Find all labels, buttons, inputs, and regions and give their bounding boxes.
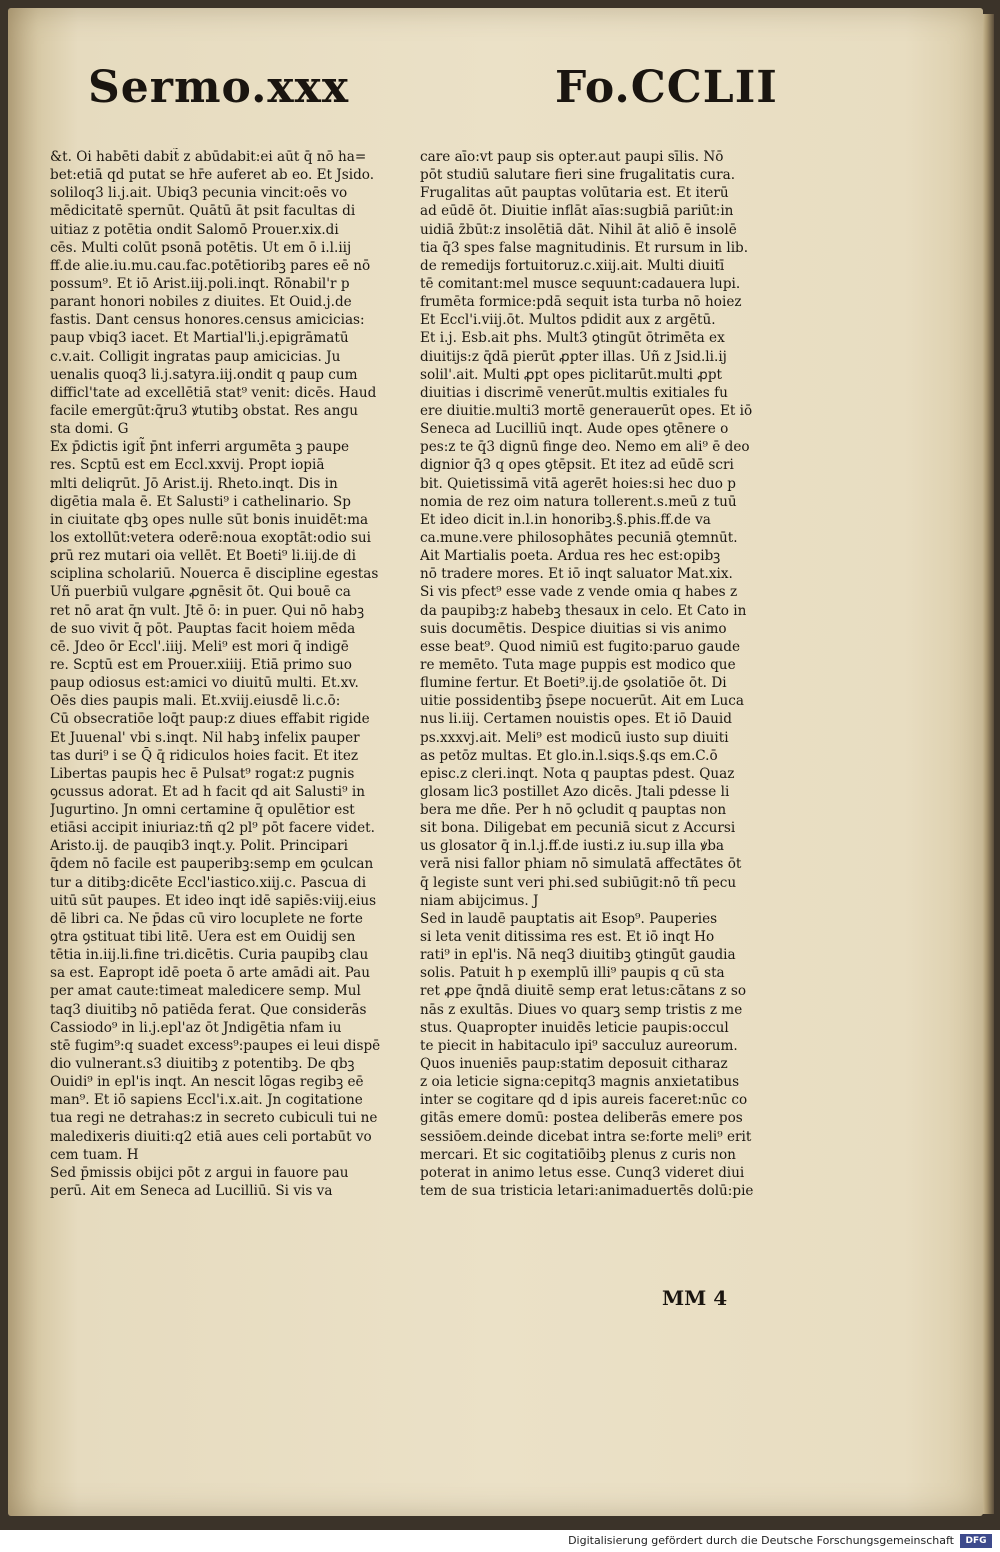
text-line: parant honori nobiles z diuites. Et Ouid.j.de bbox=[50, 294, 352, 311]
signature-mark: MM 4 bbox=[662, 1286, 728, 1310]
text-line: tua regi ne detrahas:z in secreto cubiculi tui ne bbox=[50, 1110, 378, 1127]
text-line: Et Eccl'i.viij.ōt. Multos pdidit aux z argētū. bbox=[420, 312, 716, 329]
text-line: Cū obsecratiōe loq̄t paup:z diues effabit rigide bbox=[50, 711, 370, 728]
text-line: Sed in laudē pauptatis ait Esop⁹. Pauperies bbox=[420, 910, 718, 927]
text-line: nus li.iij. Certamen nouistis opes. Et iō Dauid bbox=[420, 711, 732, 728]
text-line: uenalis quoq3 li.j.satyra.iij.ondit q paup cum bbox=[50, 366, 358, 383]
text-line: tē comitant:mel musce sequunt:cadauera lupi. bbox=[420, 275, 741, 292]
text-line: uitū sūt paupes. Et ideo inqt idē sapiēs:viij.eius bbox=[50, 892, 377, 909]
text-line: c.v.ait. Colligit ingratas paup amicicias. Ju bbox=[50, 348, 341, 365]
text-line: sessiōem.deinde dicebat intra se:forte meli⁹ erit bbox=[420, 1128, 752, 1145]
text-line: tem de sua tristicia letari:animaduertēs dolū:pie bbox=[420, 1183, 754, 1200]
text-column-left bbox=[50, 148, 412, 1200]
text-line: per amat caute:timeat maledicere semp. Mul bbox=[50, 983, 361, 1000]
text-line: mlti deliqrūt. Jō Arist.ij. Rheto.inqt. Dis in bbox=[50, 475, 338, 492]
text-line: res. Scptū est em Eccl.xxvij. Propt iopiā bbox=[50, 457, 325, 474]
running-head-right: Fo.CCLII bbox=[555, 62, 778, 113]
text-line: Et ideo dicit in.l.in honoribꝫ.§.phis.ff.de va bbox=[420, 511, 711, 528]
text-line: perū. Ait em Seneca ad Lucilliū. Si vis va bbox=[50, 1183, 333, 1200]
text-line: Frugalitas aūt pauptas volūtaria est. Et iterū bbox=[420, 185, 729, 202]
text-line: maledixeris diuiti:q2 etiā aues celi portabūt vo bbox=[50, 1128, 372, 1145]
text-line: dio vulnerant.s3 diuitibꝫ z potentibꝫ. De qbꝫ bbox=[50, 1056, 355, 1073]
text-line: ret ꝓpe q̄ndā diuitē semp erat letus:cātans z so bbox=[420, 983, 746, 1000]
text-line: Si vis pfect⁹ esse vade z vende omia q habes z bbox=[420, 584, 738, 601]
text-line: bit. Quietissimā vitā agerēt hoies:si hec duo p bbox=[420, 475, 736, 492]
text-line: nās z exultās. Diues vo quarꝫ semp tristis z me bbox=[420, 1001, 743, 1018]
text-line: digētia mala ē. Et Salusti⁹ i cathelinario. Sp bbox=[50, 493, 351, 510]
text-line: etiāsi accipit iniuriaz:tñ q2 pl⁹ pōt facere videt. bbox=[50, 820, 375, 837]
text-line: dē libri ca. Ne p̄das cū viro locuplete ne forte bbox=[50, 910, 363, 927]
text-line: suis documētis. Despice diuitias si vis animo bbox=[420, 620, 727, 637]
text-line: cē. Jdeo ōr Eccl'.iiij. Meli⁹ est mori q̄ indigē bbox=[50, 638, 349, 655]
text-line: re. Scptū est em Prouer.xiiij. Etiā primo suo bbox=[50, 656, 352, 673]
text-line: nō tradere mores. Et iō inqt saluator Mat.xix. bbox=[420, 566, 733, 583]
text-line: ff.de alie.iu.mu.cau.fac.potētioribꝫ pares eē nō bbox=[50, 257, 371, 274]
text-line: tur a ditibꝫ:dicēte Eccl'iastico.xiij.c. Pascua di bbox=[50, 874, 367, 891]
text-line: diuitijs:z q̄dā pierūt ꝓpter illas. Uñ z Jsid.li.ij bbox=[420, 348, 727, 365]
text-line: ret nō arat q̄n vult. Jtē ō: in puer. Qui nō habꝫ bbox=[50, 602, 365, 619]
text-line: possum⁹. Et iō Arist.iij.poli.inqt. Rōnabil'r p bbox=[50, 275, 350, 292]
text-line: ca.mune.vere philosophātes pecuniā ꝯtemnūt. bbox=[420, 529, 738, 546]
text-line: uidiā z̄būt:z insolētiā dāt. Nihil āt aliō ē insolē bbox=[420, 221, 737, 238]
text-line: de suo vivit q̄ pōt. Pauptas facit hoiem mēda bbox=[50, 620, 356, 637]
text-line: si leta venit ditissima res est. Et iō inqt Ho bbox=[420, 929, 715, 946]
text-line: Quos inueniēs paup:statim deposuit citharaz bbox=[420, 1056, 728, 1073]
text-line: Jugurtino. Jn omni certamine q̄ opulētior est bbox=[50, 802, 355, 819]
text-line: bera me dñe. Per h nō ꝯcludit q pauptas non bbox=[420, 802, 727, 819]
text-column-right bbox=[420, 148, 782, 1200]
text-line: episc.z cleri.inqt. Nota q pauptas pdest. Quaz bbox=[420, 765, 735, 782]
text-line: as petōz multas. Et glo.in.l.siqs.§.qs em.C.ō bbox=[420, 747, 718, 764]
text-line: Cassiodo⁹ in li.j.epl'az ōt Jndigētia nfam iu bbox=[50, 1019, 342, 1036]
text-line: esse beat⁹. Quod nimiū est fugito:paruo gaude bbox=[420, 638, 741, 655]
text-line: uitiaz z potētia ondit Salomō Prouer.xix.di bbox=[50, 221, 339, 238]
text-line: sit bona. Diligebat em pecuniā sicut z Accursi bbox=[420, 820, 736, 837]
text-line: uitie possidentibꝫ p̄sepe nocuerūt. Ait em Luca bbox=[420, 693, 744, 710]
text-line: poterat in animo letus esse. Cunq3 videret diui bbox=[420, 1164, 745, 1181]
text-line: paup odiosus est:amici vo diuitū multi. Et.xv. bbox=[50, 675, 359, 692]
text-line: inter se cogitare qd d ipis aureis faceret:nūc co bbox=[420, 1092, 748, 1109]
text-line: in ciuitate qbꝫ opes nulle sūt bonis inuidēt:ma bbox=[50, 511, 369, 528]
text-line: Seneca ad Lucilliū inqt. Aude opes ꝯtēnere o bbox=[420, 421, 729, 438]
text-line: q̄dem nō facile est pauperibꝫ:semp em ꝯculcan bbox=[50, 856, 374, 873]
text-line: difficl'tate ad excellētiā stat⁹ venit: dicēs. Haud bbox=[50, 384, 377, 401]
text-line: solil'.ait. Multi ꝓpt opes piclitarūt.multi ꝓpt bbox=[420, 366, 722, 383]
text-line: ꝯcussus adorat. Et ad h facit qd ait Salusti⁹ in bbox=[50, 783, 365, 800]
text-line: niam abijcimus. J bbox=[420, 892, 539, 909]
text-line: paup vbiq3 iacet. Et Martial'li.j.epigrāmatū bbox=[50, 330, 349, 347]
text-line: da paupibꝫ:z habebꝫ thesaux in celo. Et Cato in bbox=[420, 602, 747, 619]
text-line: ad eūdē ōt. Diuitie inflāt aīas:sugbiā pariūt:in bbox=[420, 203, 734, 220]
text-line: stē fugim⁹:q suadet excess⁹:paupes ei leui dispē bbox=[50, 1037, 381, 1054]
funding-note: Digitalisierung gefördert durch die Deutsche Forschungsgemeinschaft bbox=[568, 1534, 954, 1547]
text-line: frumēta formice:pdā sequit ista turba nō hoiez bbox=[420, 294, 742, 311]
text-line: verā nisi fallor phiam nō simulatā affectātes ōt bbox=[420, 856, 742, 873]
text-line: pōt studiū salutare fieri sine frugalitatis cura. bbox=[420, 167, 736, 184]
text-line: ꝑrū rez mutari oia vellēt. Et Boeti⁹ li.iij.de di bbox=[50, 548, 357, 565]
text-line: ere diuitie.multi3 mortē generauerūt opes. Et iō bbox=[420, 402, 753, 419]
text-line: ps.xxxvj.ait. Meli⁹ est modicū iusto sup diuiti bbox=[420, 729, 729, 746]
text-line: facile emergūt:q̄ru3 ꝟtutibꝫ obstat. Res angu bbox=[50, 402, 358, 419]
running-head-left: Sermo.xxx bbox=[88, 62, 350, 113]
text-line: fastis. Dant census honores.census amicicias: bbox=[50, 312, 365, 329]
text-line: flumine fertur. Et Boeti⁹.ij.de ꝯsolatiōe ōt. Di bbox=[420, 675, 727, 692]
text-line: pes:z te q̄3 dignū finge deo. Nemo em ali⁹ ē deo bbox=[420, 439, 750, 456]
page-edge bbox=[982, 14, 994, 1514]
text-line: us glosator q̄ in.l.j.ff.de iusti.z iu.sup illa ꝟba bbox=[420, 838, 725, 855]
text-line: dignior q̄3 q opes ꝯtēpsit. Et itez ad eūdē scri bbox=[420, 457, 734, 474]
text-line: tētia in.iij.li.fine tri.dicētis. Curia paupibꝫ clau bbox=[50, 947, 369, 964]
text-line: Oēs dies paupis mali. Et.xviij.eiusdē li.c.ō: bbox=[50, 693, 341, 710]
text-line: Uñ puerbiū vulgare ꝓgnēsit ōt. Qui bouē ca bbox=[50, 584, 351, 601]
text-line: sta domi. G bbox=[50, 421, 129, 438]
text-line: bet:etiā qd putat se hr̄e auferet ab eo. Et Jsido. bbox=[50, 167, 375, 184]
text-line: Sed p̄missis obijci pōt z argui in fauore pau bbox=[50, 1164, 349, 1181]
text-line: te piecit in habitaculo ipi⁹ sacculuz aureorum. bbox=[420, 1037, 738, 1054]
text-line: ꝯtra ꝯstituat tibi litē. Uera est em Ouidij sen bbox=[50, 929, 356, 946]
text-line: gitās emere domū: postea deliberās emere pos bbox=[420, 1110, 743, 1127]
text-line: re memēto. Tuta mage puppis est modico que bbox=[420, 656, 736, 673]
text-line: Ait Martialis poeta. Ardua res hec est:opibꝫ bbox=[420, 548, 721, 565]
footer-bar bbox=[0, 1530, 1000, 1552]
text-line: mēdicitatē spernūt. Quātū āt psit facultas di bbox=[50, 203, 356, 220]
text-line: sciplina scholariū. Nouerca ē discipline egestas bbox=[50, 566, 379, 583]
text-line: Aristo.ij. de pauqib3 inqt.y. Polit. Principari bbox=[50, 838, 348, 855]
text-line: solis. Patuit h p exemplū illi⁹ paupis q cū sta bbox=[420, 965, 725, 982]
text-line: care aīo:vt paup sis opter.aut paupi sīlis. Nō bbox=[420, 149, 724, 165]
text-line: Et i.j. Esb.ait phs. Mult3 ꝯtingūt ōtrimēta ex bbox=[420, 330, 725, 347]
text-line: glosam lic3 postillet Azo dicēs. Jtali pdesse li bbox=[420, 783, 730, 800]
text-line: rati⁹ in epl'is. Nā neq3 diuitibꝫ ꝯtingūt gaudia bbox=[420, 947, 736, 964]
text-line: tia q̄3 spes false magnitudinis. Et rursum in lib. bbox=[420, 239, 749, 256]
dfg-logo: DFG bbox=[960, 1534, 992, 1548]
text-line: taq3 diuitibꝫ nō patiēda ferat. Que considerās bbox=[50, 1001, 367, 1018]
text-line: cem tuam. H bbox=[50, 1146, 139, 1163]
text-line: de remedijs fortuitoruz.c.xiij.ait. Multi diuitī bbox=[420, 257, 725, 274]
text-line: Et Juuenal' vbi s.inqt. Nil habꝫ infelix pauper bbox=[50, 729, 360, 746]
text-line: nomia de rez oim natura tollerent.s.meū z tuū bbox=[420, 493, 737, 510]
text-line: Ouidi⁹ in epl'is inqt. An nescit lōgas regibꝫ eē bbox=[50, 1074, 364, 1091]
text-line: tas duri⁹ i se Q̄ q̄ ridiculos hoies facit. Et itez bbox=[50, 747, 359, 764]
text-line: mercari. Et sic cogitatiōibꝫ plenus z curis non bbox=[420, 1146, 736, 1163]
text-line: soliloq3 li.j.ait. Ubiq3 pecunia vincit:oēs vo bbox=[50, 185, 348, 202]
text-line: Ex p̄dictis igit̃ p̄nt inferri argumēta ꝫ paupe bbox=[50, 439, 350, 456]
text-line: Libertas paupis hec ē Pulsat⁹ rogat:z pugnis bbox=[50, 765, 355, 782]
text-line: diuitias i discrimē venerūt.multis exitiales fu bbox=[420, 384, 728, 401]
text-line: los extollūt:vetera oderē:noua exoptāt:odio sui bbox=[50, 529, 372, 546]
text-line: man⁹. Et iō sapiens Eccl'i.x.ait. Jn cogitatione bbox=[50, 1092, 363, 1109]
text-line: stus. Quapropter inuidēs leticie paupis:occul bbox=[420, 1019, 729, 1036]
text-line: sa est. Eapropt idē poeta ō arte amādi ait. Pau bbox=[50, 965, 371, 982]
text-line: z oia leticie signa:cepitq3 magnis anxietatibus bbox=[420, 1074, 740, 1091]
text-line: q̄ legiste sunt veri phi.sed subiūgit:nō tñ pecu bbox=[420, 874, 737, 891]
text-line: cēs. Multi colūt psonā potētis. Ut em ō i.l.iij bbox=[50, 239, 352, 256]
text-line: &t. Oi habēti dabit̃ z abūdabit:ei aūt q̄ nō ha= bbox=[50, 149, 367, 165]
